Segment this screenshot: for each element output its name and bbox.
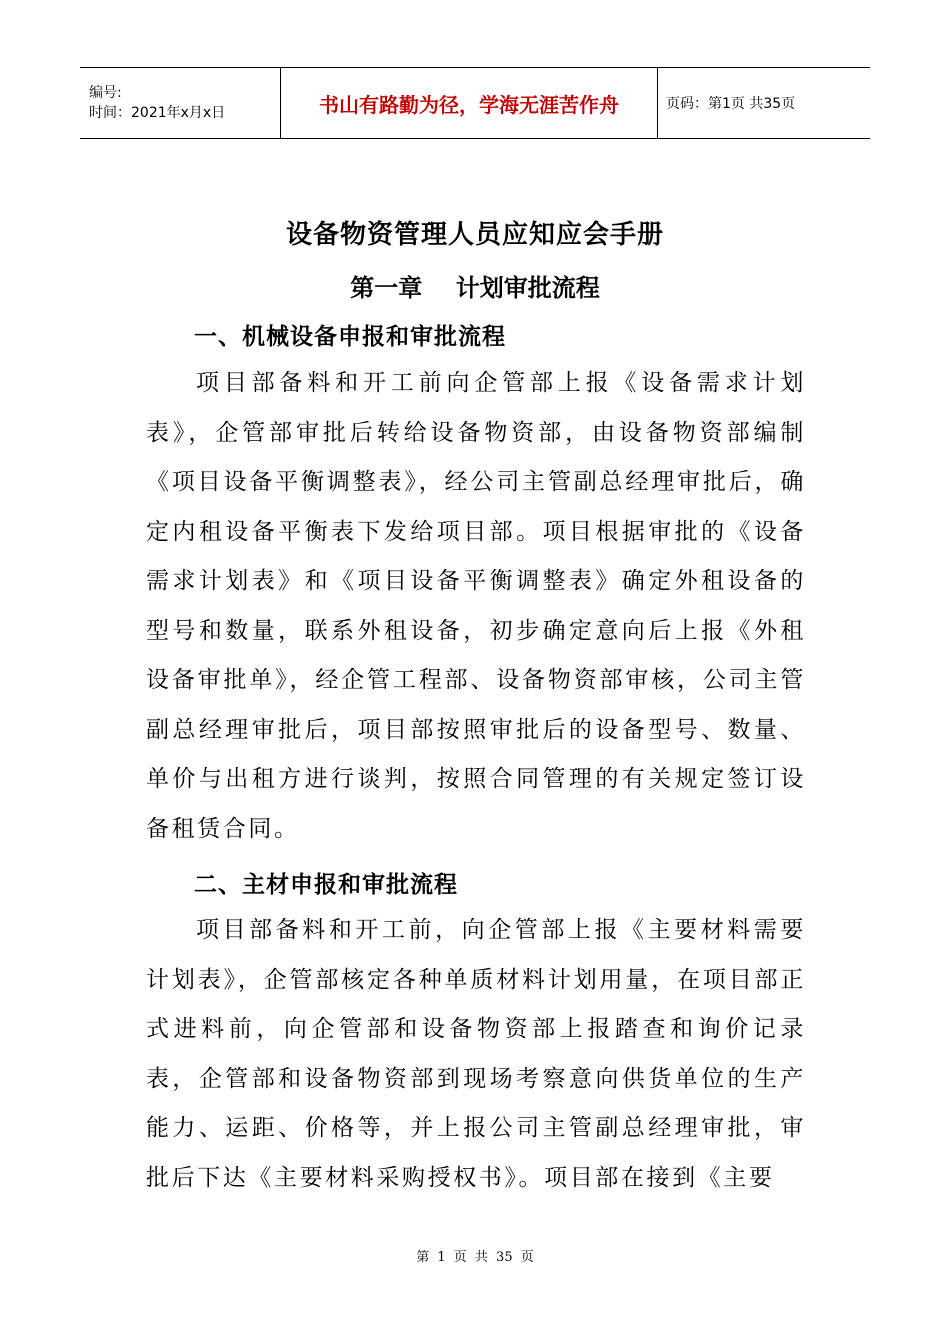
section-heading-1: 一、机械设备申报和审批流程 — [194, 324, 506, 350]
header-motto-cell — [280, 68, 658, 138]
document-time-label: 时间：2021年x月x日 — [89, 105, 226, 121]
header-page-info: 页码：第1页 共35页 — [666, 96, 796, 112]
page-footer: 第 1 页 共 35 页 — [416, 1250, 534, 1265]
section-heading-2: 二、主材申报和审批流程 — [194, 872, 458, 898]
section-paragraph-2: 项目部备料和开工前，向企管部上报《主要材料需要计划表》，企管部核定各种单质材料计划用量，在项目部正式进料前，向企管部和设备物资部上报踏查和询价记录表，企管部和设备物资部到现场考察意向供货单位的生产能力、运距、价格等，并上报公司主管副总经理审批，审批后下达《主要材料采购授权书》。项目部在接到《主要 — [146, 917, 806, 1191]
document-title: 设备物资管理人员应知应会手册 — [285, 220, 664, 250]
section-paragraph-1: 项目部备料和开工前向企管部上报《设备需求计划表》，企管部审批后转给设备物资部，由设备物资部编制《项目设备平衡调整表》，经公司主管副总经理审批后，确定内租设备平衡表下发给项目部。项目根据审批的《设备需求计划表》和《项目设备平衡调整表》确定外租设备的型号和数量，联系外租设备，初步确定意向后上报《外租设备审批单》，经企管工程部、设备物资部审核，公司主管副总经理审批后，项目部按照审批后的设备型号、数量、单价与出租方进行谈判，按照合同管理的有关规定签订设备租赁合同。 — [146, 370, 806, 842]
header-table — [80, 67, 870, 139]
header-motto: 书山有路勤为径，学海无涯苦作舟 — [319, 92, 619, 117]
chapter-heading: 第一章 计划审批流程 — [350, 274, 600, 302]
header-right-cell — [658, 68, 870, 138]
header-left-cell — [80, 68, 280, 138]
document-number-label: 编号: — [89, 85, 122, 101]
